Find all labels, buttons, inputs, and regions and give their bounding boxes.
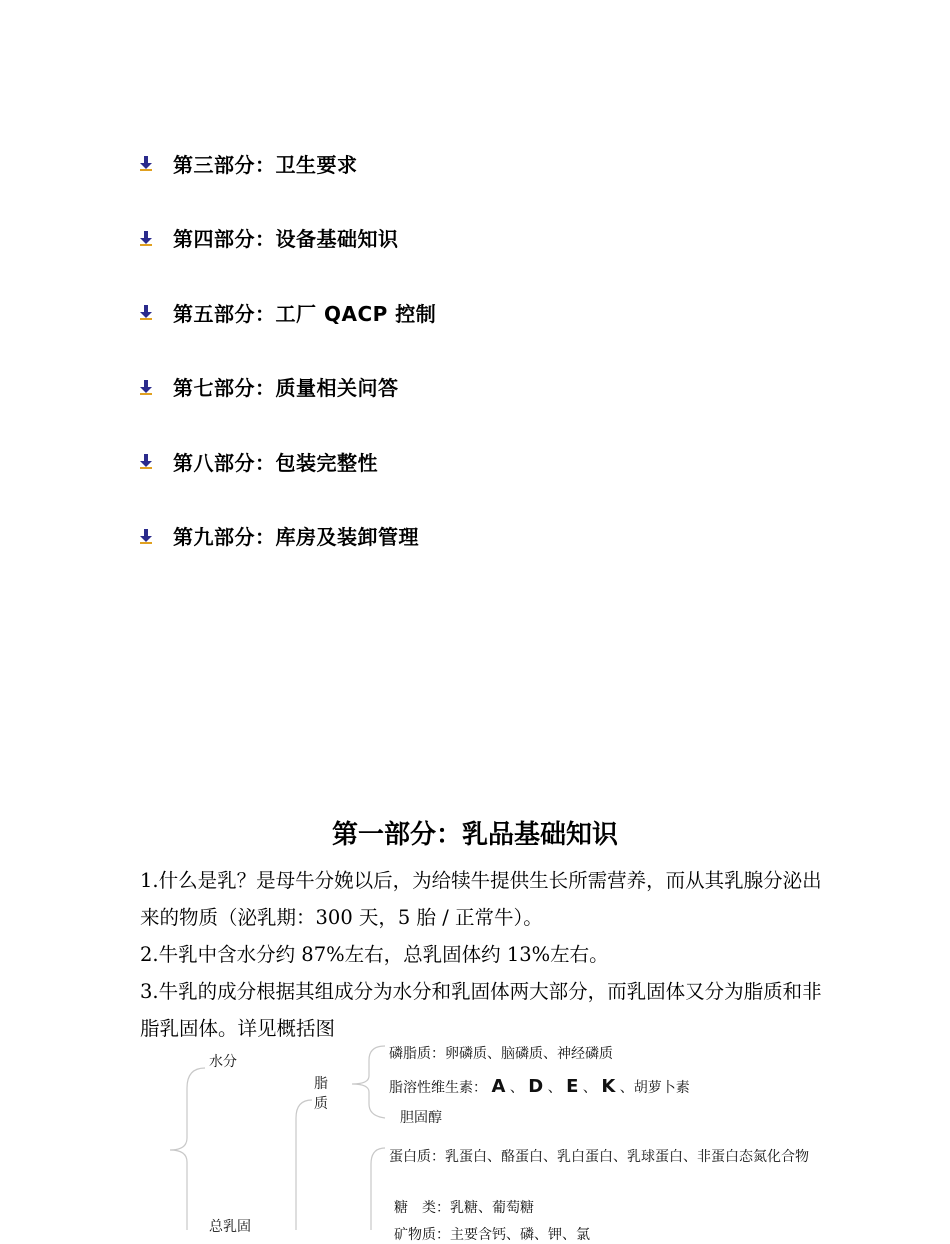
body-text [140, 862, 830, 1047]
vitamin-e: E [566, 1076, 579, 1097]
fat-soluble-vitamins [389, 1076, 690, 1097]
sugar-text: 糖 类：乳糖、葡萄糖 [394, 1200, 534, 1216]
arrow-bullet-icon [138, 379, 154, 395]
toc-label: 第四部分：设备基础知识 [173, 227, 399, 251]
toc-item [138, 146, 436, 180]
arrow-bullet-icon [138, 155, 154, 171]
protein-text: 蛋白质：乳蛋白、酪蛋白、乳白蛋白、乳球蛋白、非蛋白态氮化合物 [389, 1149, 809, 1165]
phospholipid-text: 磷脂质：卵磷质、脑磷质、神经磷质 [389, 1046, 613, 1062]
arrow-bullet-icon [138, 304, 154, 320]
toc-item [138, 221, 436, 255]
toc-label: 第三部分：卫生要求 [173, 152, 358, 177]
section-title: 第一部分：乳品基础知识 [331, 820, 618, 850]
water-label: 水分 [209, 1054, 237, 1070]
toc-label: 第八部分：包装完整性 [173, 450, 378, 475]
separator: 、 [509, 1080, 524, 1096]
mineral-text: 矿物质：主要含钙、磷、钾、氯 [394, 1227, 590, 1243]
table-of-contents [138, 146, 436, 593]
lipid-label: 脂质 [314, 1076, 328, 1112]
vitamin-a: A [491, 1076, 506, 1097]
toc-label: 第九部分：库房及装卸管理 [173, 525, 419, 549]
carotene-text: 、胡萝卜素 [619, 1080, 690, 1096]
vitamins-prefix: 脂溶性维生素： [389, 1080, 487, 1096]
cholesterol-text: 胆固醇 [400, 1110, 442, 1126]
paragraph: 2.牛乳中含水分约 87%左右，总乳固体约 13%左右。 [140, 943, 609, 966]
separator: 、 [547, 1080, 562, 1096]
total-solids-label: 总乳固 [209, 1219, 251, 1235]
toc-item [138, 370, 436, 404]
arrow-bullet-icon [138, 528, 154, 544]
toc-item [138, 444, 436, 478]
toc-label: 第七部分：质量相关问答 [173, 376, 399, 400]
paragraph: 1.什么是乳？是母牛分娩以后，为给犊牛提供生长所需营养，而从其乳腺分泌出来的物质（泌乳期：300 天，5 胎 / 正常牛）。 [140, 869, 822, 929]
arrow-bullet-icon [138, 453, 154, 469]
paragraph: 3.牛乳的成分根据其组成分为水分和乳固体两大部分，而乳固体又分为脂质和非脂乳固体。详见概括图 [140, 980, 822, 1040]
vitamin-d: D [528, 1076, 544, 1097]
toc-label: 第五部分：工厂 QACP 控制 [173, 301, 437, 326]
toc-item [138, 295, 436, 329]
arrow-bullet-icon [138, 230, 154, 246]
toc-item [138, 519, 436, 553]
separator: 、 [582, 1080, 597, 1096]
milk-composition-diagram [0, 1038, 950, 1243]
vitamin-k: K [601, 1076, 616, 1097]
